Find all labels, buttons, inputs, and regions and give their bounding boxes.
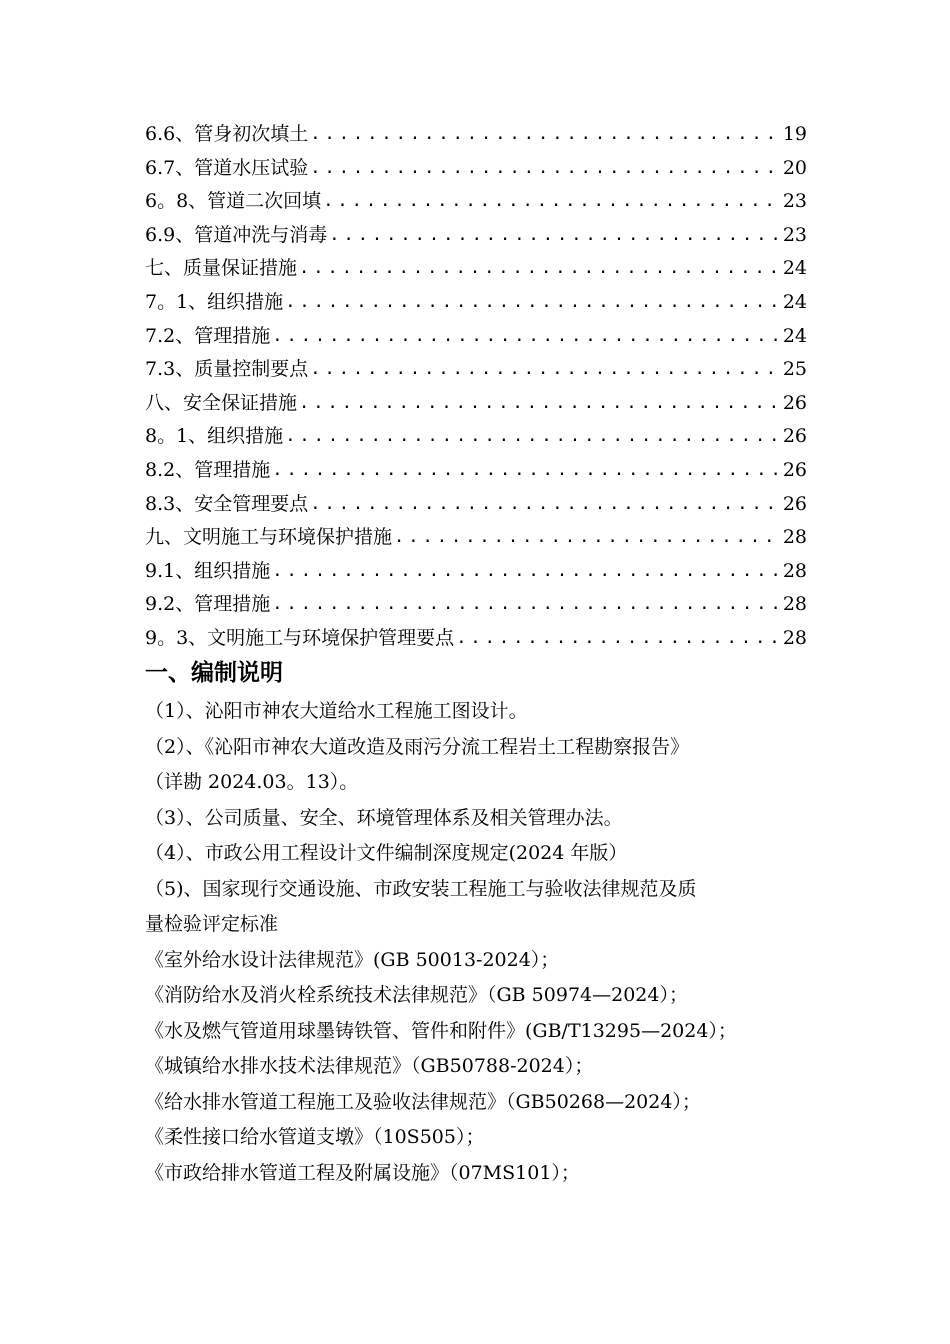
- toc-entry-label: 9。3、文明施工与环境保护管理要点: [145, 626, 455, 649]
- toc-leader-dots: [394, 521, 781, 555]
- toc-entry[interactable]: [145, 588, 807, 622]
- toc-entry[interactable]: [145, 387, 807, 421]
- toc-entry-label: 8。1、组织措施: [145, 425, 284, 448]
- toc-entry-page: 28: [782, 559, 807, 582]
- toc-entry-page: 26: [782, 425, 807, 448]
- toc-entry[interactable]: [145, 420, 807, 454]
- toc-entry-page: 28: [782, 593, 807, 616]
- body-paragraph: 《消防给水及消火栓系统技术法律规范》（GB 50974—2024）；: [145, 984, 688, 1006]
- toc-entry-label: 7.2、管理措施: [145, 324, 271, 347]
- toc-leader-dots: [329, 219, 781, 253]
- toc-entry-label: 八、安全保证措施: [145, 391, 298, 414]
- toc-entry-page: 28: [782, 626, 807, 649]
- toc-entry-page: 24: [782, 324, 807, 347]
- body-paragraph: 《室外给水设计法律规范》(GB 50013-2024）；: [145, 948, 560, 971]
- toc-entry[interactable]: [145, 353, 807, 387]
- body-paragraph: 量检验评定标准: [145, 913, 279, 935]
- toc-leader-dots: [310, 118, 781, 152]
- toc-leader-dots: [310, 152, 781, 186]
- toc-leader-dots: [299, 252, 781, 286]
- body-paragraph: 《水及燃气管道用球墨铸铁管、管件和附件》(GB/T13295—2024）；: [145, 1019, 737, 1042]
- body-paragraph: （3）、公司质量、安全、环境管理体系及相关管理办法。: [145, 806, 623, 829]
- toc-leader-dots: [272, 555, 781, 589]
- body-paragraph: （5)、国家现行交通设施、市政安装工程施工与验收法律规范及质: [145, 877, 697, 900]
- toc-entry-page: 28: [782, 526, 807, 549]
- toc-entry[interactable]: [145, 152, 807, 186]
- section-body: [145, 694, 810, 1191]
- toc-entry[interactable]: [145, 252, 807, 286]
- toc-entry-label: 七、质量保证措施: [145, 257, 298, 280]
- toc-entry[interactable]: [145, 488, 807, 522]
- toc-entry-page: 20: [782, 156, 807, 179]
- body-paragraph: （2）、《沁阳市神农大道改造及雨污分流工程岩土工程勘察报告》: [145, 735, 690, 758]
- toc-entry[interactable]: [145, 521, 807, 555]
- toc-entry[interactable]: [145, 219, 807, 253]
- toc-entry-page: 23: [782, 223, 807, 246]
- toc-entry[interactable]: [145, 118, 807, 152]
- toc-entry-label: 九、文明施工与环境保护措施: [145, 526, 393, 549]
- toc-entry-label: 6.7、管道水压试验: [145, 156, 309, 179]
- table-of-contents: [145, 118, 807, 656]
- toc-leader-dots: [272, 588, 781, 622]
- toc-entry-page: 25: [782, 358, 807, 381]
- toc-leader-dots: [456, 622, 781, 656]
- body-paragraph: （详勘 2024.03。13）。: [145, 771, 359, 793]
- toc-entry-label: 8.2、管理措施: [145, 458, 271, 481]
- toc-entry[interactable]: [145, 454, 807, 488]
- body-paragraph: 《城镇给水排水技术法律规范》（GB50788-2024）；: [145, 1055, 594, 1077]
- toc-entry[interactable]: [145, 622, 807, 656]
- toc-entry-label: 6.9、管道冲洗与消毒: [145, 223, 328, 246]
- toc-entry-page: 19: [782, 123, 807, 145]
- toc-entry-label: 6。8、管道二次回填: [145, 190, 322, 213]
- toc-leader-dots: [285, 420, 781, 454]
- toc-leader-dots: [310, 353, 781, 387]
- body-paragraph: 《市政给排水管道工程及附属设施》（07MS101）；: [145, 1161, 580, 1184]
- toc-entry-label: 8.3、安全管理要点: [145, 492, 309, 515]
- toc-entry[interactable]: [145, 185, 807, 219]
- body-paragraph: （4）、市政公用工程设计文件编制深度规定(2024 年版）: [145, 842, 628, 864]
- toc-entry-page: 24: [782, 290, 807, 313]
- body-paragraph: 《柔性接口给水管道支墩》（10S505）；: [145, 1126, 485, 1148]
- toc-entry[interactable]: [145, 286, 807, 320]
- toc-entry-label: 6.6、管身初次填土: [145, 123, 309, 145]
- toc-leader-dots: [299, 387, 781, 421]
- toc-entry-page: 26: [782, 391, 807, 414]
- toc-leader-dots: [272, 320, 781, 354]
- toc-leader-dots: [310, 488, 781, 522]
- toc-leader-dots: [323, 185, 781, 219]
- section-heading: 一、编制说明: [145, 660, 283, 686]
- toc-entry-page: 26: [782, 458, 807, 481]
- toc-entry-page: 26: [782, 492, 807, 515]
- toc-leader-dots: [272, 454, 781, 488]
- toc-entry-page: 24: [782, 257, 807, 280]
- body-paragraph: 《给水排水管道工程施工及验收法律规范》（GB50268—2024）；: [145, 1090, 701, 1113]
- toc-leader-dots: [285, 286, 781, 320]
- toc-entry[interactable]: [145, 555, 807, 589]
- toc-entry-page: 23: [782, 190, 807, 213]
- toc-entry-label: 7。1、组织措施: [145, 290, 284, 313]
- toc-entry[interactable]: [145, 320, 807, 354]
- toc-entry-label: 7.3、质量控制要点: [145, 358, 309, 381]
- toc-entry-label: 9.2、管理措施: [145, 593, 271, 616]
- body-paragraph: （1）、沁阳市神农大道给水工程施工图设计。: [145, 700, 528, 722]
- toc-entry-label: 9.1、组织措施: [145, 559, 271, 582]
